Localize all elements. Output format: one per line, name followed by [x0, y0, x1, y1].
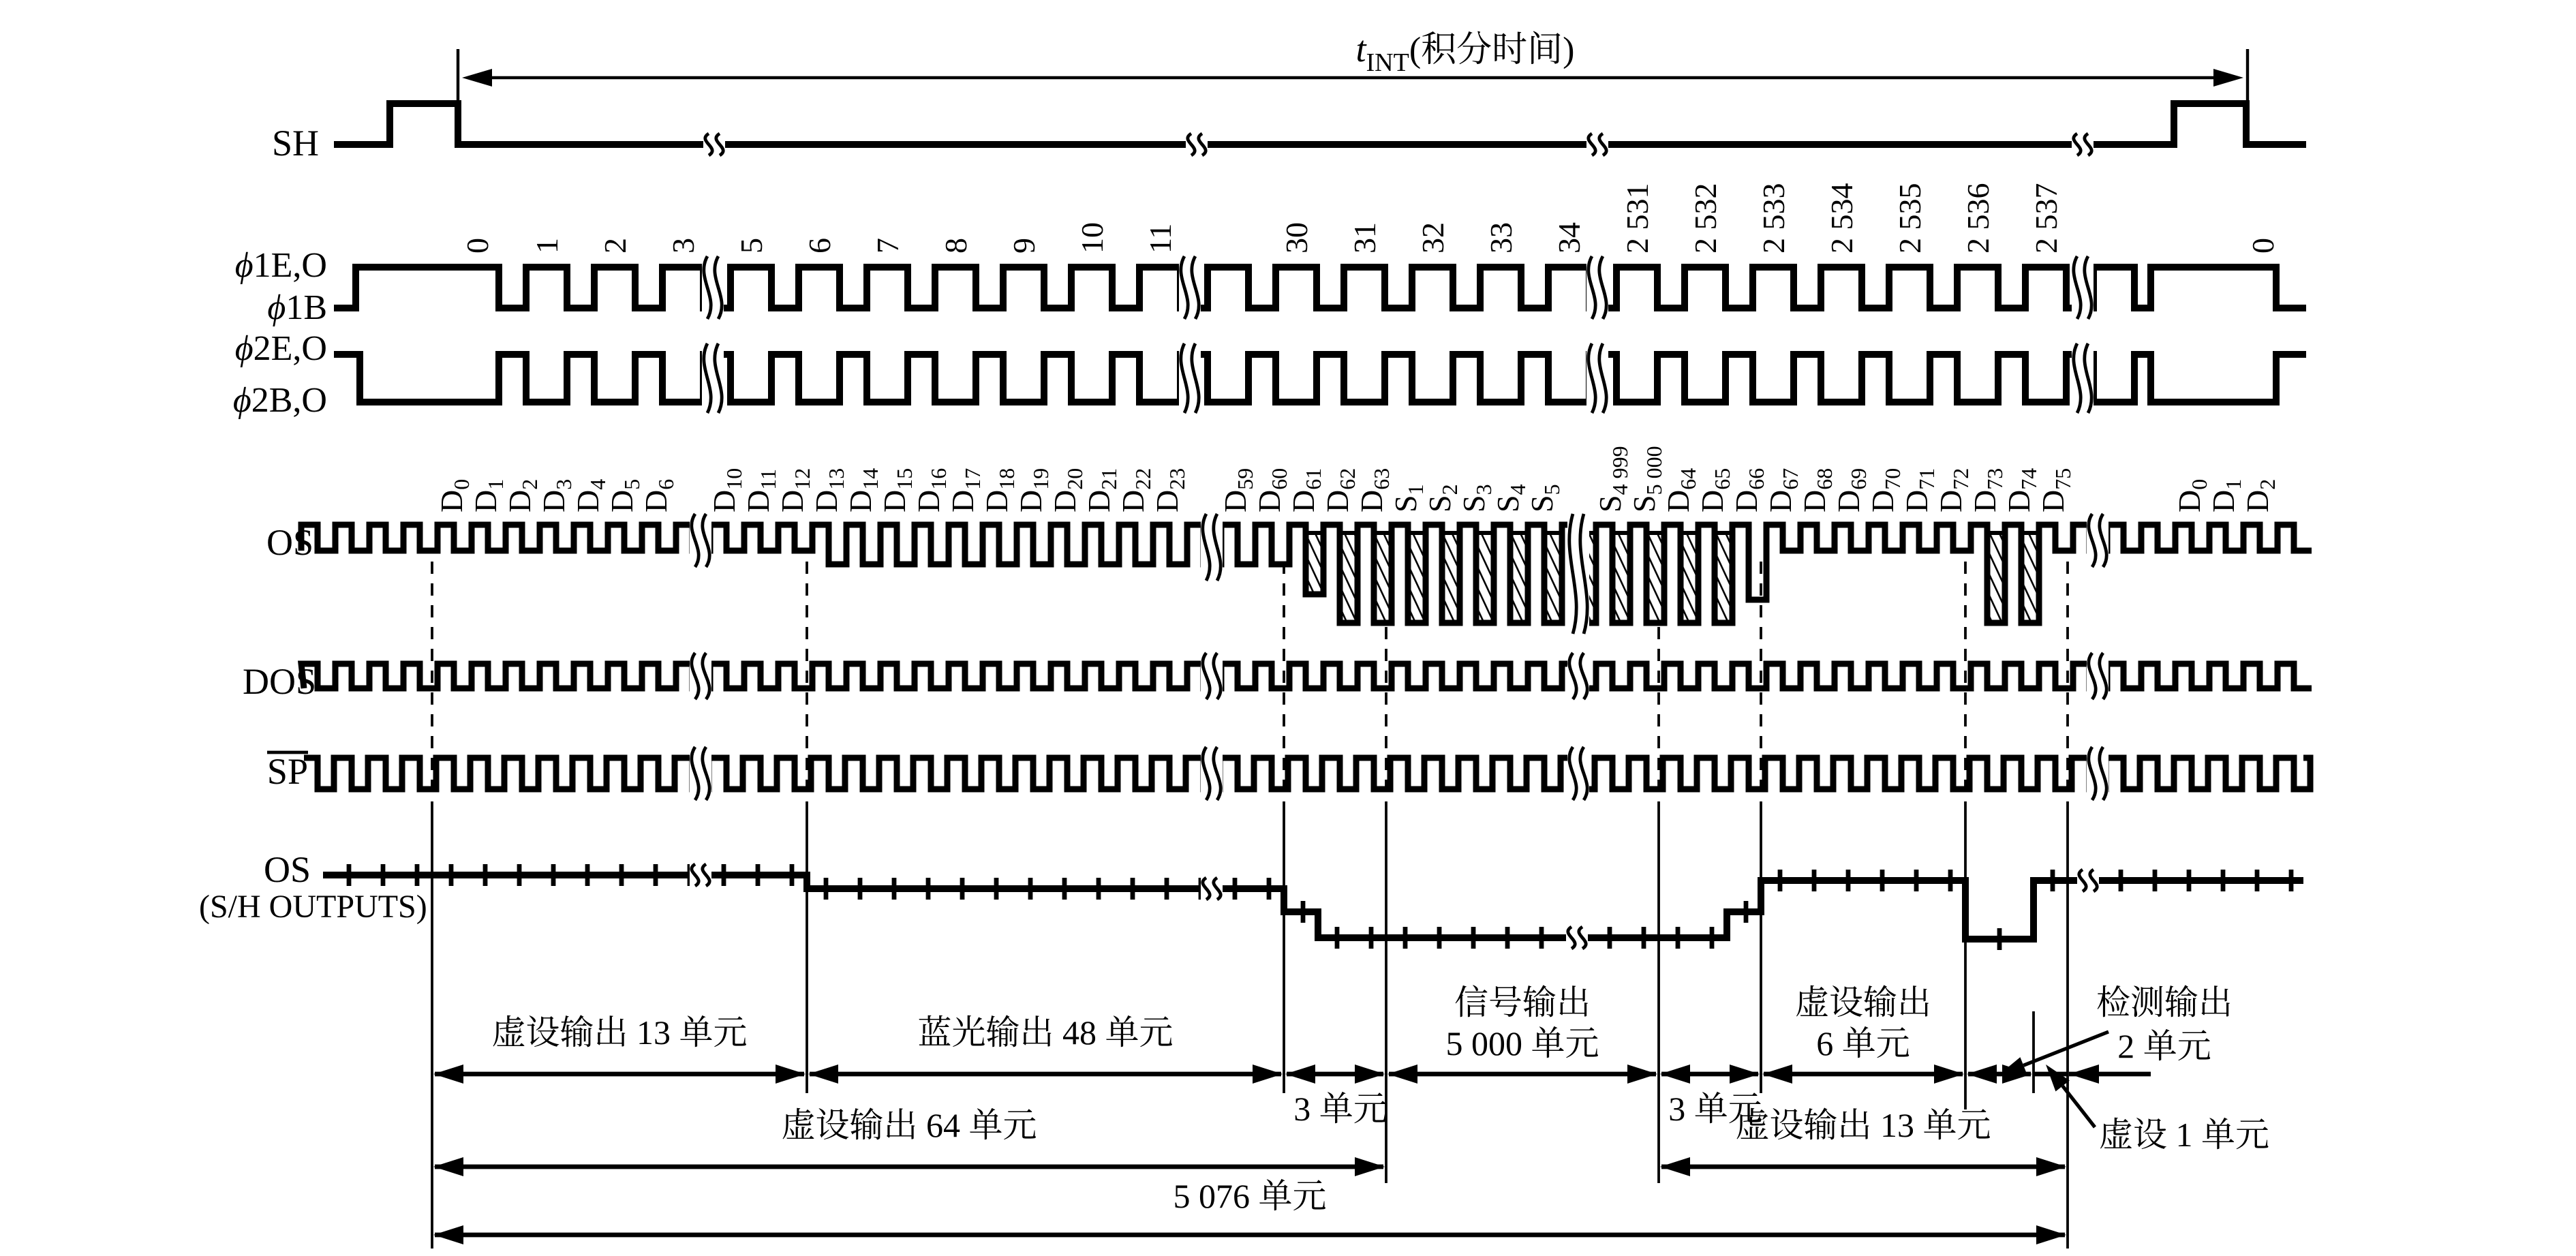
os-cell-label: $D_{75}$ [2036, 468, 2075, 512]
clock-cycle-label: 2 537 [2029, 183, 2064, 254]
clock-cycle-label: 6 [802, 238, 837, 254]
os-cell-label: $D_6$ [639, 478, 678, 512]
os-cell-labels [434, 446, 2280, 512]
phi2-signal [233, 329, 2306, 420]
clock-cycle-label: 2 534 [1824, 183, 1859, 254]
os-signal [266, 514, 2312, 634]
dos-label: DOS [242, 661, 316, 702]
os-cell-label: $D_{19}$ [1013, 468, 1053, 512]
clock-cycle-label: 2 533 [1756, 183, 1791, 254]
os-cell-label: $D_{72}$ [1933, 468, 1973, 512]
unit-span-label: 3 单元 [1668, 1090, 1762, 1128]
os-cell-label: $D_{13}$ [809, 468, 848, 512]
clock-cycle-label: 0 [460, 238, 495, 254]
clock-cycle-label: 30 [1279, 222, 1314, 254]
sh-outputs-sublabel: (S/H OUTPUTS) [199, 889, 427, 925]
sh-outputs-label: OS [263, 849, 311, 890]
clock-cycle-label: 2 535 [1892, 183, 1927, 254]
phi2bo-label: ϕ2B,O [232, 381, 327, 420]
unit-span-label: 信号输出 [1454, 983, 1591, 1022]
os-cell-label: $D_{66}$ [1729, 468, 1768, 512]
clock-cycle-label: 32 [1415, 222, 1450, 254]
os-cell-label: $D_{68}$ [1797, 468, 1837, 512]
os-cell-label: $D_{73}$ [1967, 468, 2007, 512]
os-cell-label: $S_2$ [1422, 484, 1462, 512]
clock-cycle-label: 1 [530, 238, 564, 254]
os-cell-label: $D_{65}$ [1695, 468, 1734, 512]
callout-label: 虚设 1 单元 [2099, 1116, 2269, 1154]
clock-cycle-label: 33 [1484, 222, 1518, 254]
os-cell-label: $D_{14}$ [843, 468, 883, 512]
os-cell-label: $D_{22}$ [1116, 468, 1155, 512]
os-cell-label: $D_{74}$ [2002, 468, 2041, 512]
os-cell-label: $D_{63}$ [1354, 468, 1394, 512]
os-cell-label: $D_{61}$ [1286, 468, 1325, 512]
sh-label: SH [271, 123, 319, 164]
os-cell-label: $D_{60}$ [1252, 468, 1291, 512]
clock-cycle-label: 2 [598, 238, 632, 254]
clock-cycle-labels [460, 183, 2280, 254]
clock-cycle-label: 2 532 [1688, 183, 1723, 254]
integration-time-label: $t_{INT}$(积分时间) [1355, 29, 1575, 77]
os-cell-label: $D_{23}$ [1150, 468, 1189, 512]
clock-cycle-label: 2 531 [1620, 183, 1655, 254]
sp-signal [267, 747, 2310, 800]
callout-label: 检测输出 [2096, 983, 2233, 1022]
os-cell-label: $S_5$ [1524, 484, 1564, 512]
clock-cycle-label: 11 [1143, 223, 1178, 254]
clock-cycle-label: 34 [1552, 222, 1586, 254]
os-cell-label: $D_{20}$ [1047, 468, 1087, 512]
sh-outputs-signal [199, 849, 2303, 950]
unit-annotations [433, 983, 2151, 1244]
dummy-one-unit-callout [2046, 1064, 2269, 1154]
unit-span-label: 5 076 单元 [1173, 1177, 1327, 1215]
os-cell-label: $D_{15}$ [877, 468, 917, 512]
os-cell-label: $D_{18}$ [979, 468, 1019, 512]
os-cell-label: $D_2$ [2240, 478, 2280, 512]
os-cell-label: $D_{62}$ [1320, 468, 1360, 512]
clock-cycle-label: 8 [938, 238, 973, 254]
os-cell-label: $D_2$ [502, 478, 542, 512]
os-cell-label: $D_{12}$ [775, 468, 814, 512]
unit-span-label: 虚设输出 64 单元 [781, 1106, 1037, 1144]
sh-signal [272, 104, 2306, 164]
os-cell-label: $D_{17}$ [945, 468, 985, 512]
os-cell-label: $S_3$ [1456, 484, 1496, 512]
unit-span-label: 蓝光输出 48 单元 [917, 1013, 1174, 1052]
os-cell-label: $D_3$ [536, 478, 576, 512]
clock-cycle-label: 31 [1347, 222, 1382, 254]
os-cell-label: $D_{16}$ [911, 468, 951, 512]
phi1b-label: ϕ1B [267, 288, 327, 327]
clock-cycle-label: 5 [734, 238, 769, 254]
os-cell-label: $D_1$ [2206, 478, 2245, 512]
callout-label: 2 单元 [2117, 1027, 2211, 1065]
phi1-signal [235, 246, 2306, 327]
os-cell-label: $D_{10}$ [707, 468, 746, 512]
clock-cycle-label: 7 [870, 238, 905, 254]
phi1eo-label: ϕ1E,O [234, 246, 327, 285]
sp-label: SP [266, 751, 308, 792]
os-cell-label: $D_0$ [2172, 478, 2211, 512]
unit-span-label: 3 单元 [1293, 1090, 1387, 1128]
unit-span-label: 虚设输出 13 单元 [491, 1013, 748, 1052]
unit-span-label: 虚设输出 [1795, 983, 1931, 1022]
os-cell-label: $D_{11}$ [741, 468, 780, 512]
os-cell-label: $S_{5 000}$ [1627, 446, 1666, 512]
clock-cycle-label: 10 [1075, 222, 1109, 254]
phi2eo-label: ϕ2E,O [234, 329, 327, 368]
os-cell-label: $D_{69}$ [1831, 468, 1871, 512]
os-cell-label: $D_{67}$ [1763, 468, 1803, 512]
os-cell-label: $S_1$ [1388, 484, 1428, 512]
integration-time-arrow [458, 29, 2248, 112]
os-cell-label: $S_{4 999}$ [1593, 446, 1632, 512]
clock-cycle-label: 9 [1007, 238, 1041, 254]
os-cell-label: $D_{70}$ [1865, 468, 1905, 512]
os-cell-label: $D_{59}$ [1218, 468, 1257, 512]
os-cell-label: $D_5$ [604, 478, 644, 512]
clock-cycle-label: 0 [2245, 238, 2280, 254]
os-cell-label: $D_4$ [570, 478, 610, 512]
unit-span-label: 6 单元 [1816, 1024, 1910, 1062]
os-cell-label: $D_{21}$ [1082, 468, 1121, 512]
os-label: OS [266, 522, 313, 563]
os-cell-label: $S_4$ [1490, 484, 1530, 512]
unit-span-label: 5 000 单元 [1445, 1024, 1599, 1062]
os-cell-label: $D_1$ [468, 478, 508, 512]
dos-signal [243, 653, 2312, 702]
unit-span-label: 虚设输出 13 单元 [1735, 1106, 1991, 1144]
os-cell-label: $D_{64}$ [1661, 468, 1700, 512]
clock-cycle-label: 2 536 [1961, 183, 1995, 254]
clock-cycle-label: 3 [666, 238, 701, 254]
os-cell-label: $D_0$ [434, 478, 474, 512]
os-cell-label: $D_{71}$ [1899, 468, 1939, 512]
